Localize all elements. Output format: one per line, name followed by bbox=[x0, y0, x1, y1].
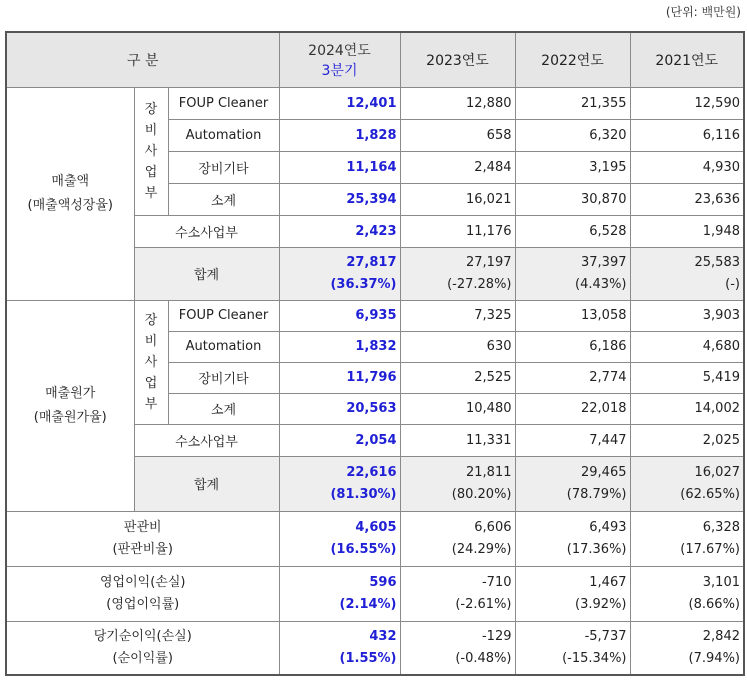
label: 당기순이익(손실) bbox=[93, 628, 192, 644]
cell-2023: 11,331 bbox=[400, 424, 515, 456]
sales-category bbox=[6, 87, 134, 300]
cell-2022: 2,774 bbox=[515, 362, 630, 393]
group-char: 장 bbox=[144, 101, 158, 117]
ratio: (17.67%) bbox=[680, 541, 740, 557]
net-label bbox=[6, 621, 279, 675]
value: 29,465 bbox=[581, 464, 627, 480]
cell-2021 bbox=[630, 456, 744, 511]
cell-2023: 12,880 bbox=[400, 87, 515, 119]
cell-2023: 658 bbox=[400, 119, 515, 151]
cell-2024: 20,563 bbox=[279, 393, 400, 424]
row-label: Automation bbox=[168, 119, 279, 151]
cell-2022 bbox=[515, 511, 630, 566]
cell-2024: 2,054 bbox=[279, 424, 400, 456]
cell-2022 bbox=[515, 566, 630, 621]
group-char: 부 bbox=[144, 185, 158, 201]
row-label: 수소사업부 bbox=[134, 424, 279, 456]
cell-2022: 6,528 bbox=[515, 215, 630, 247]
row-label: 합계 bbox=[134, 247, 279, 300]
header-2024 bbox=[279, 32, 400, 87]
table-row bbox=[6, 300, 744, 331]
sales-growth-label: (매출액성장율) bbox=[27, 197, 113, 213]
cell-2023: 10,480 bbox=[400, 393, 515, 424]
ratio: (-) bbox=[725, 276, 740, 292]
cell-2023: 16,021 bbox=[400, 183, 515, 215]
cell-2023: 2,525 bbox=[400, 362, 515, 393]
cell-2024: 6,935 bbox=[279, 300, 400, 331]
row-label: 소계 bbox=[168, 183, 279, 215]
ratio: (-27.28%) bbox=[447, 276, 512, 292]
value: 3,101 bbox=[702, 574, 740, 590]
ratio: (-15.34%) bbox=[562, 650, 627, 666]
ratio: (24.29%) bbox=[451, 541, 512, 557]
cost-ratio-label: (매출원가율) bbox=[33, 409, 107, 425]
value: 596 bbox=[369, 574, 397, 590]
header-2021: 2021연도 bbox=[630, 32, 744, 87]
group-char: 사 bbox=[144, 143, 158, 159]
cell-2024 bbox=[279, 566, 400, 621]
group-char: 장 bbox=[144, 312, 158, 328]
ratio: (2.14%) bbox=[339, 596, 397, 612]
cell-2024 bbox=[279, 511, 400, 566]
label-sub: (판관비율) bbox=[112, 541, 173, 557]
header-2022: 2022연도 bbox=[515, 32, 630, 87]
op-label bbox=[6, 566, 279, 621]
cell-2022: 22,018 bbox=[515, 393, 630, 424]
cell-2024: 11,164 bbox=[279, 151, 400, 183]
row-label: 수소사업부 bbox=[134, 215, 279, 247]
cell-2022: 7,447 bbox=[515, 424, 630, 456]
cell-2022 bbox=[515, 247, 630, 300]
cell-2023: 11,176 bbox=[400, 215, 515, 247]
row-label: 장비기타 bbox=[168, 151, 279, 183]
cell-2023: 7,325 bbox=[400, 300, 515, 331]
ratio: (17.36%) bbox=[566, 541, 627, 557]
header-2024-year: 2024연도 bbox=[308, 42, 371, 59]
value: 6,328 bbox=[702, 519, 740, 535]
unit-note: (단위: 백만원) bbox=[665, 5, 741, 19]
cell-2024: 11,796 bbox=[279, 362, 400, 393]
value: -710 bbox=[481, 574, 512, 590]
cell-2021: 4,680 bbox=[630, 331, 744, 362]
cell-2021 bbox=[630, 247, 744, 300]
value: 1,467 bbox=[589, 574, 627, 590]
ratio: (1.55%) bbox=[339, 650, 397, 666]
label-sub: (순이익률) bbox=[112, 650, 173, 666]
cell-2021 bbox=[630, 566, 744, 621]
header-2023: 2023연도 bbox=[400, 32, 515, 87]
cost-group-label bbox=[134, 300, 168, 424]
group-char: 부 bbox=[144, 396, 158, 412]
group-char: 비 bbox=[144, 333, 158, 349]
ratio: (4.43%) bbox=[575, 276, 627, 292]
value: 6,606 bbox=[474, 519, 512, 535]
value: 27,817 bbox=[346, 254, 397, 270]
header-2024-quarter: 3분기 bbox=[321, 62, 358, 79]
table-row-net bbox=[6, 621, 744, 675]
value: 22,616 bbox=[346, 464, 397, 480]
cell-2024: 2,423 bbox=[279, 215, 400, 247]
row-label: 장비기타 bbox=[168, 362, 279, 393]
label: 영업이익(손실) bbox=[100, 574, 186, 590]
cell-2022: 21,355 bbox=[515, 87, 630, 119]
financial-table bbox=[5, 31, 745, 676]
cell-2021: 23,636 bbox=[630, 183, 744, 215]
cell-2021 bbox=[630, 621, 744, 675]
ratio: (36.37%) bbox=[330, 276, 397, 292]
label-sub: (영업이익률) bbox=[106, 596, 180, 612]
sales-label: 매출액 bbox=[51, 173, 90, 189]
row-label: FOUP Cleaner bbox=[168, 300, 279, 331]
cost-category bbox=[6, 300, 134, 511]
ratio: (7.94%) bbox=[688, 650, 740, 666]
cell-2021: 3,903 bbox=[630, 300, 744, 331]
cell-2022: 3,195 bbox=[515, 151, 630, 183]
cell-2022: 30,870 bbox=[515, 183, 630, 215]
value: 27,197 bbox=[466, 254, 512, 270]
value: 4,605 bbox=[355, 519, 397, 535]
cell-2022: 6,186 bbox=[515, 331, 630, 362]
ratio: (3.92%) bbox=[575, 596, 627, 612]
ratio: (-2.61%) bbox=[455, 596, 512, 612]
cell-2022 bbox=[515, 456, 630, 511]
ratio: (78.79%) bbox=[566, 486, 627, 502]
row-label: FOUP Cleaner bbox=[168, 87, 279, 119]
cell-2021: 6,116 bbox=[630, 119, 744, 151]
cell-2024: 25,394 bbox=[279, 183, 400, 215]
cell-2024 bbox=[279, 456, 400, 511]
cell-2021: 4,930 bbox=[630, 151, 744, 183]
group-char: 비 bbox=[144, 122, 158, 138]
row-label: Automation bbox=[168, 331, 279, 362]
cell-2023 bbox=[400, 621, 515, 675]
ratio: (-0.48%) bbox=[455, 650, 512, 666]
cell-2023 bbox=[400, 456, 515, 511]
group-char: 업 bbox=[144, 164, 158, 180]
value: -5,737 bbox=[584, 628, 627, 644]
value: 6,493 bbox=[589, 519, 627, 535]
cell-2022: 6,320 bbox=[515, 119, 630, 151]
cell-2022: 13,058 bbox=[515, 300, 630, 331]
table-row bbox=[6, 87, 744, 119]
value: 37,397 bbox=[581, 254, 627, 270]
header-category: 구 분 bbox=[6, 32, 279, 87]
value: -129 bbox=[481, 628, 512, 644]
cell-2021: 2,025 bbox=[630, 424, 744, 456]
cell-2024: 12,401 bbox=[279, 87, 400, 119]
cell-2024: 1,828 bbox=[279, 119, 400, 151]
row-label: 합계 bbox=[134, 456, 279, 511]
cell-2022 bbox=[515, 621, 630, 675]
value: 21,811 bbox=[466, 464, 512, 480]
ratio: (8.66%) bbox=[688, 596, 740, 612]
value: 432 bbox=[369, 628, 397, 644]
cell-2021: 5,419 bbox=[630, 362, 744, 393]
cost-label: 매출원가 bbox=[45, 385, 96, 401]
value: 16,027 bbox=[694, 464, 740, 480]
cell-2023 bbox=[400, 566, 515, 621]
value: 25,583 bbox=[694, 254, 740, 270]
cell-2023 bbox=[400, 247, 515, 300]
cell-2024 bbox=[279, 621, 400, 675]
ratio: (81.30%) bbox=[330, 486, 397, 502]
table-row-sga bbox=[6, 511, 744, 566]
sga-label bbox=[6, 511, 279, 566]
sales-group-label bbox=[134, 87, 168, 215]
cell-2021: 12,590 bbox=[630, 87, 744, 119]
cell-2024: 1,832 bbox=[279, 331, 400, 362]
group-char: 사 bbox=[144, 354, 158, 370]
label: 판관비 bbox=[123, 519, 162, 535]
row-label: 소계 bbox=[168, 393, 279, 424]
cell-2021: 14,002 bbox=[630, 393, 744, 424]
ratio: (80.20%) bbox=[451, 486, 512, 502]
cell-2023: 630 bbox=[400, 331, 515, 362]
ratio: (62.65%) bbox=[680, 486, 740, 502]
group-char: 업 bbox=[144, 375, 158, 391]
cell-2021 bbox=[630, 511, 744, 566]
ratio: (16.55%) bbox=[330, 541, 397, 557]
header-row bbox=[6, 32, 744, 87]
cell-2024 bbox=[279, 247, 400, 300]
cell-2023: 2,484 bbox=[400, 151, 515, 183]
cell-2023 bbox=[400, 511, 515, 566]
table-row-op bbox=[6, 566, 744, 621]
cell-2021: 1,948 bbox=[630, 215, 744, 247]
value: 2,842 bbox=[702, 628, 740, 644]
